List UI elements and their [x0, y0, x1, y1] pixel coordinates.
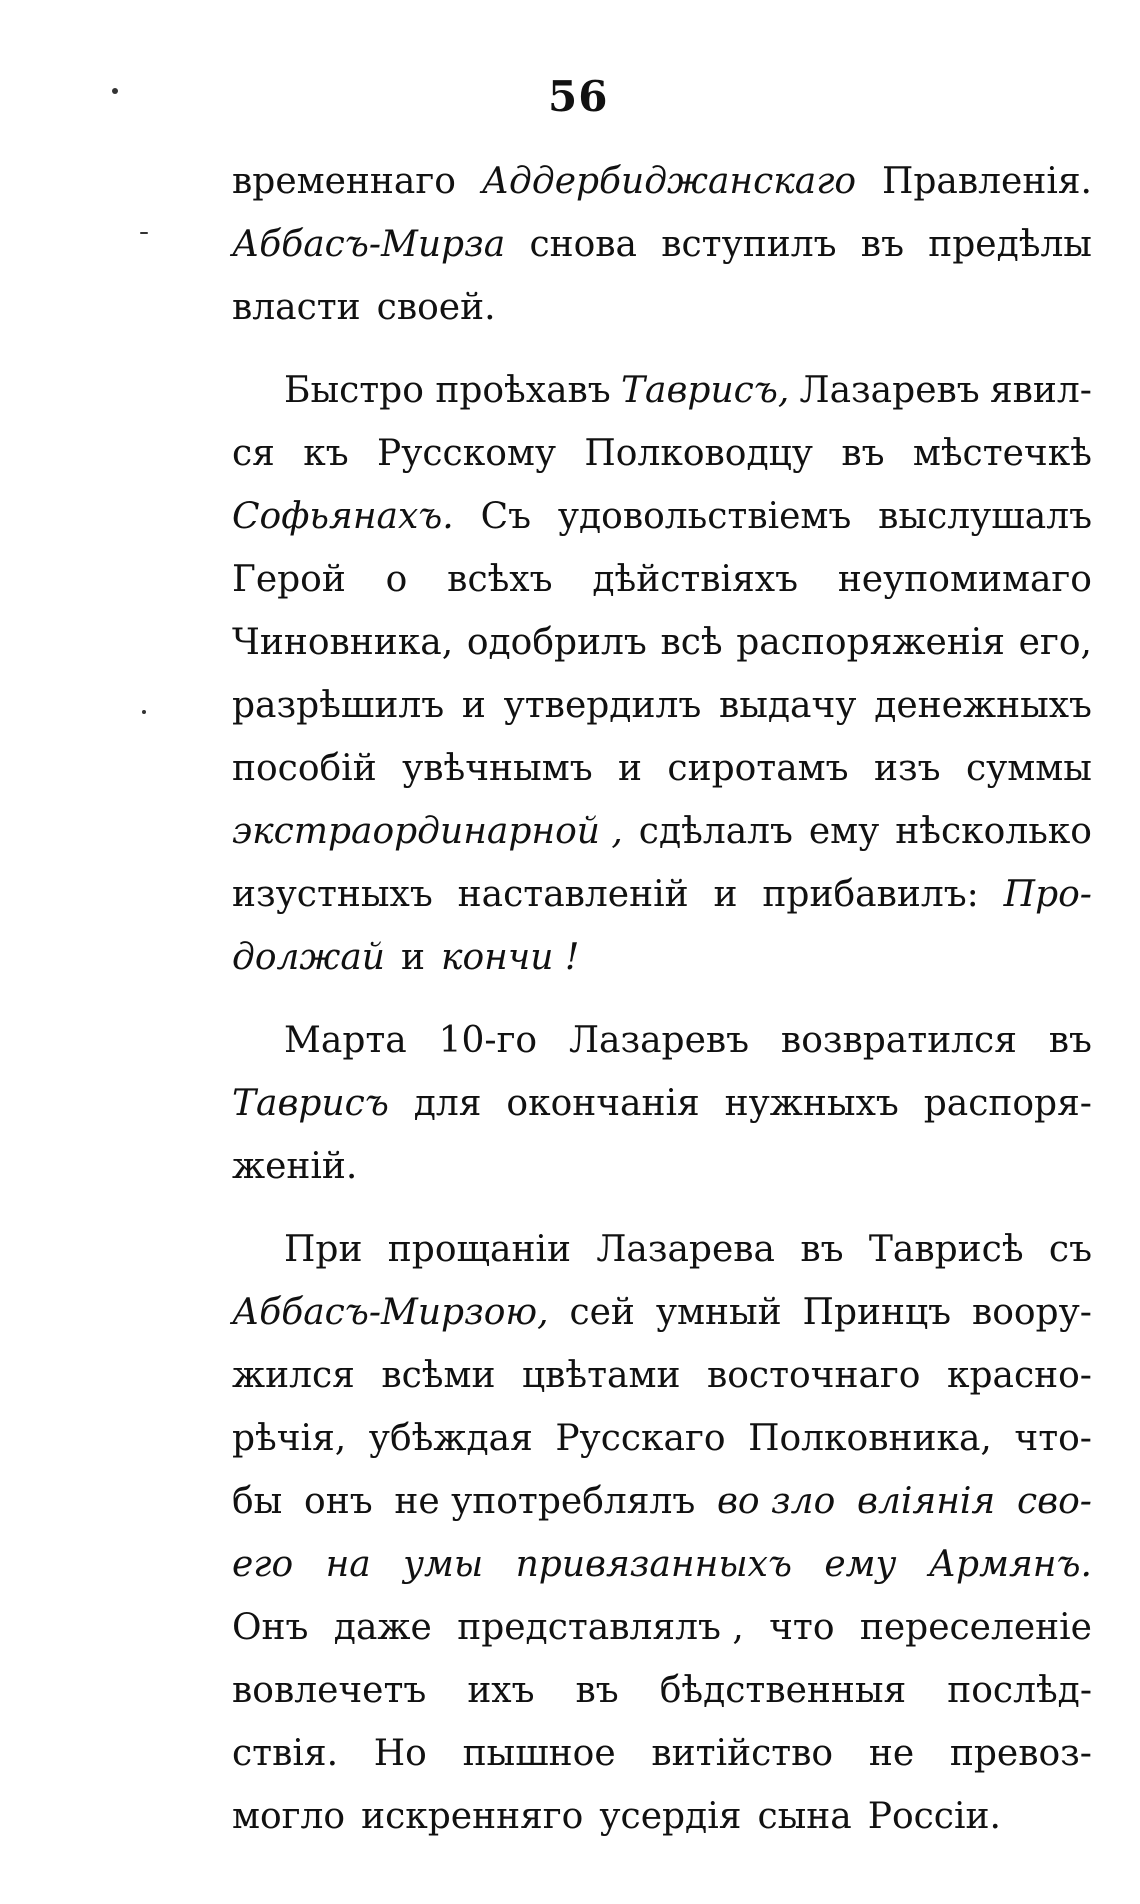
word: Быстро проѣхавъ	[284, 370, 611, 411]
word: распоряженія	[736, 622, 1005, 663]
word: бѣдственныя	[659, 1670, 907, 1711]
word: Лазаревъ	[799, 370, 980, 411]
text-line	[232, 611, 1092, 674]
word: цвѣтами	[521, 1355, 681, 1396]
word: власти	[232, 287, 361, 328]
word: переселеніе	[859, 1607, 1092, 1648]
word: его,	[1018, 622, 1092, 663]
word: бы	[232, 1481, 283, 1522]
word: Софьянахъ.	[232, 496, 454, 537]
word: въ	[841, 433, 885, 474]
word: Аддербиджанскаго	[481, 161, 857, 202]
word: мѣстечкѣ	[912, 433, 1092, 474]
word: Аббасъ-Мирза	[232, 224, 506, 265]
word: окончанія	[506, 1083, 700, 1124]
word: Съ	[480, 496, 532, 537]
word: ствія.	[232, 1733, 339, 1774]
word: Лазаревъ	[568, 1020, 750, 1061]
word: Про-	[1003, 874, 1092, 915]
word: о	[385, 559, 408, 600]
word: удовольствіемъ	[557, 496, 852, 537]
word: изъ	[874, 748, 941, 789]
word: и	[713, 874, 738, 915]
text-line	[232, 213, 1092, 276]
text-line	[232, 1722, 1092, 1785]
word: усердія	[599, 1796, 742, 1837]
word: неупомимаго	[837, 559, 1092, 600]
word: сей	[569, 1292, 635, 1333]
word: выслушалъ	[878, 496, 1092, 537]
word: ему	[808, 811, 880, 852]
word: красно-	[946, 1355, 1092, 1396]
word: сиротамъ	[667, 748, 849, 789]
word: пособій	[232, 748, 377, 789]
word: утвердилъ	[503, 685, 702, 726]
word: одобрилъ	[466, 622, 647, 663]
word: Таврисъ,	[621, 370, 790, 411]
word: рѣчія,	[232, 1418, 347, 1459]
word: всѣми	[381, 1355, 496, 1396]
word: на	[325, 1544, 371, 1585]
word: Но	[373, 1733, 427, 1774]
word: прощаніи	[387, 1229, 571, 1270]
text-line	[232, 1218, 1092, 1281]
text-line	[232, 485, 1092, 548]
word: и	[400, 937, 425, 978]
word: всѣхъ	[447, 559, 553, 600]
word: не	[868, 1733, 915, 1774]
word: Армянъ.	[928, 1544, 1092, 1585]
word: 10-го	[438, 1020, 538, 1061]
word: въ	[575, 1670, 619, 1711]
text-line	[232, 1009, 1092, 1072]
word: экстраординарной ,	[232, 811, 623, 852]
word: Лазарева	[596, 1229, 775, 1270]
text-line	[232, 1344, 1092, 1407]
body-text	[232, 150, 1092, 1848]
text-line	[232, 548, 1092, 611]
text-line	[232, 1533, 1092, 1596]
word: Таврисъ	[232, 1083, 389, 1124]
word: сдѣлалъ	[638, 811, 793, 852]
paragraph-gap	[232, 339, 1092, 359]
text-line	[232, 1659, 1092, 1722]
paragraph-gap	[232, 1198, 1092, 1218]
word: въ	[800, 1229, 844, 1270]
word: даже	[333, 1607, 432, 1648]
word: жился	[232, 1355, 355, 1396]
word: предѣлы	[928, 224, 1092, 265]
word: привязанныхъ	[515, 1544, 792, 1585]
text-line	[232, 863, 1092, 926]
word: Полковника,	[748, 1418, 992, 1459]
word: убѣждая	[368, 1418, 533, 1459]
word: Онъ	[232, 1607, 309, 1648]
word: не употреблялъ	[394, 1481, 696, 1522]
word: вліянія	[856, 1481, 996, 1522]
word: что-	[1014, 1418, 1092, 1459]
text-line	[232, 737, 1092, 800]
word: вовлечетъ	[232, 1670, 427, 1711]
word: дѣйствіяхъ	[592, 559, 798, 600]
word: умы	[403, 1544, 484, 1585]
text-line	[232, 674, 1092, 737]
word: денежныхъ	[874, 685, 1092, 726]
word: распоря-	[923, 1083, 1092, 1124]
word: ихъ	[467, 1670, 535, 1711]
word: нужныхъ	[724, 1083, 899, 1124]
word: онъ	[304, 1481, 373, 1522]
word: Марта	[284, 1020, 407, 1061]
paragraph-gap	[232, 989, 1092, 1009]
word: женій.	[232, 1146, 358, 1187]
word: выдачу	[718, 685, 857, 726]
word: его	[232, 1544, 294, 1585]
word: превоз-	[949, 1733, 1092, 1774]
word: пышное	[462, 1733, 616, 1774]
word: Чиновника,	[232, 622, 454, 663]
page-number: 56	[548, 72, 609, 121]
word: Русскаго	[555, 1418, 726, 1459]
word: Аббасъ-Мирзою,	[232, 1292, 549, 1333]
text-line	[232, 1281, 1092, 1344]
word: въ	[860, 224, 904, 265]
word: и	[618, 748, 643, 789]
word: прибавилъ:	[762, 874, 979, 915]
scan-speck	[142, 710, 146, 714]
word: При	[284, 1229, 363, 1270]
word: сына	[757, 1796, 852, 1837]
word: Россіи.	[867, 1796, 1001, 1837]
word: временнаго	[232, 161, 456, 202]
word: суммы	[965, 748, 1092, 789]
text-line	[232, 276, 1092, 339]
text-line	[232, 1135, 1092, 1198]
word: своей.	[376, 287, 496, 328]
word: изустныхъ	[232, 874, 433, 915]
word: вступилъ	[661, 224, 837, 265]
word: должай	[232, 937, 385, 978]
word: и	[461, 685, 486, 726]
word: всѣ	[660, 622, 723, 663]
word: въ	[1048, 1020, 1092, 1061]
text-line	[232, 150, 1092, 213]
word: съ	[1048, 1229, 1092, 1270]
text-line	[232, 800, 1092, 863]
text-line	[232, 422, 1092, 485]
word: сво-	[1017, 1481, 1092, 1522]
text-line	[232, 359, 1092, 422]
word: послѣд-	[947, 1670, 1092, 1711]
text-line	[232, 1785, 1092, 1848]
text-line	[232, 1072, 1092, 1135]
word: снова	[529, 224, 637, 265]
scan-speck	[140, 232, 148, 234]
word: кончи !	[440, 937, 580, 978]
word: Полководцу	[584, 433, 813, 474]
text-line	[232, 926, 1092, 989]
word: для	[413, 1083, 482, 1124]
text-line	[232, 1470, 1092, 1533]
scan-speck	[112, 88, 118, 94]
word: витійство	[651, 1733, 834, 1774]
word: Правленія.	[881, 161, 1092, 202]
text-line	[232, 1596, 1092, 1659]
word: Таврисѣ	[868, 1229, 1024, 1270]
word: ся	[232, 433, 275, 474]
word: вооpу-	[971, 1292, 1092, 1333]
word: наставленій	[457, 874, 689, 915]
word: во зло	[716, 1481, 836, 1522]
word: представлялъ ,	[457, 1607, 744, 1648]
word: Принцъ	[802, 1292, 952, 1333]
word: ему	[824, 1544, 897, 1585]
word: умный	[655, 1292, 782, 1333]
word: явил-	[989, 370, 1092, 411]
word: къ	[303, 433, 349, 474]
word: Русскому	[376, 433, 557, 474]
word: что	[769, 1607, 835, 1648]
word: Герой	[232, 559, 346, 600]
word: разрѣшилъ	[232, 685, 445, 726]
word: возвратился	[780, 1020, 1017, 1061]
text-line	[232, 1407, 1092, 1470]
word: нѣсколько	[895, 811, 1092, 852]
word: восточнаго	[706, 1355, 921, 1396]
word: могло	[232, 1796, 346, 1837]
word: искренняго	[361, 1796, 584, 1837]
word: увѣчнымъ	[402, 748, 593, 789]
